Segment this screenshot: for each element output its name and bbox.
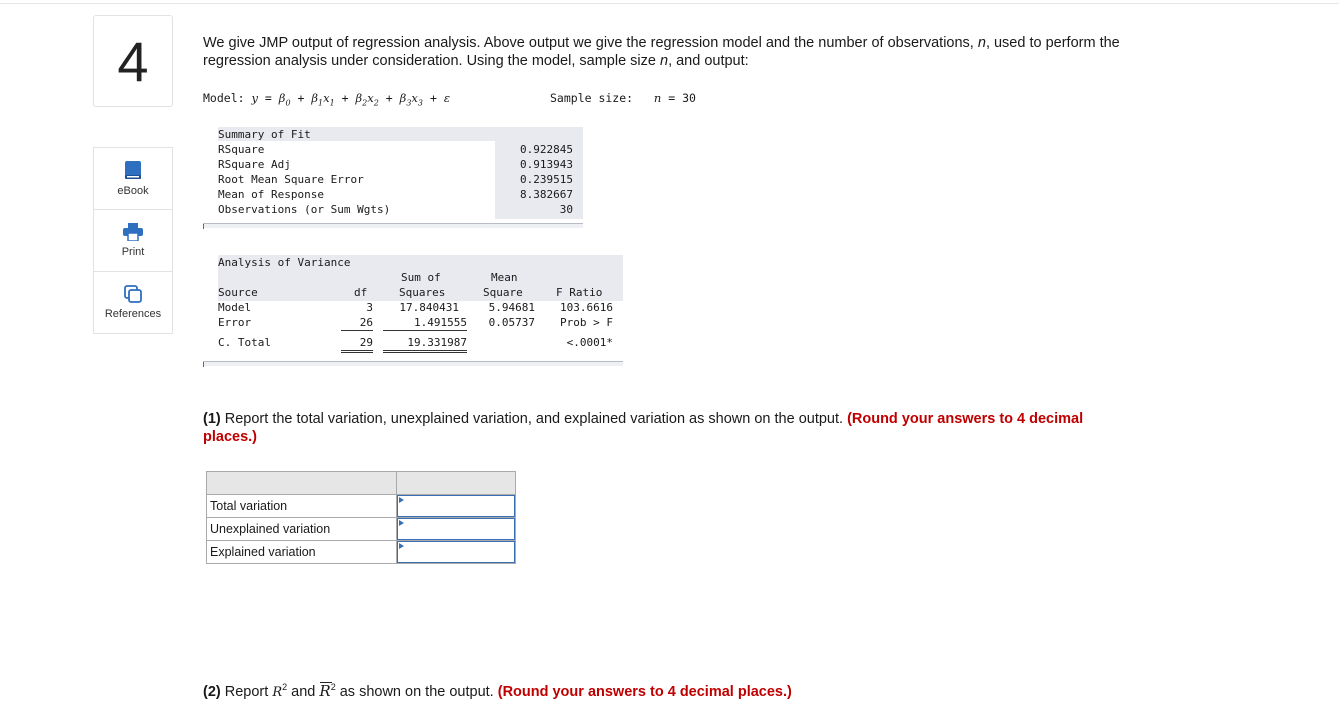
anova-cell-df: 3 <box>366 301 373 314</box>
anova-cell-ss: 1.491555 <box>383 315 467 331</box>
answer-table <box>206 471 516 564</box>
anova-header-ms-top: Mean <box>491 271 518 284</box>
anova-cell-ms: 0.05737 <box>488 316 535 329</box>
answer-label: Explained variation <box>207 541 397 564</box>
question-intro: We give JMP output of regression analysis. Above output we give the regression model and the number of observations, n, used to perform the regression analysis under consideration. Using the model, sample size n, and output: <box>203 35 1120 69</box>
summary-row: RSquare 0.922845 <box>218 143 573 156</box>
total-variation-input[interactable] <box>397 495 515 517</box>
answer-label: Unexplained variation <box>207 518 397 541</box>
summary-row: RSquare Adj 0.913943 <box>218 158 573 171</box>
anova-header-ss: Squares <box>399 286 446 299</box>
sidebar-item-references[interactable] <box>94 272 172 333</box>
explained-variation-input[interactable] <box>397 541 515 563</box>
references-icon <box>124 285 142 303</box>
sidebar-item-print[interactable] <box>94 210 172 272</box>
anova-header-ms: Square <box>483 286 523 299</box>
anova-cell-df: 26 <box>341 315 373 331</box>
table-row <box>207 518 516 541</box>
summary-title: Summary of Fit <box>218 128 311 141</box>
anova-cell-ms: 5.94681 <box>488 301 535 314</box>
summary-footer-bar <box>203 223 583 228</box>
answer-label: Total variation <box>207 495 397 518</box>
question-part-1: (1) Report the total variation, unexplained variation, and explained variation as shown on the output. (Round your answers to 4 decimal places.) <box>203 411 1084 445</box>
sidebar <box>93 147 173 334</box>
anova-header-f: F Ratio <box>556 286 603 299</box>
anova-cell-source: Error <box>218 316 252 329</box>
sidebar-item-label: eBook <box>117 185 149 197</box>
sample-size: Sample size: n = 30 <box>550 91 696 105</box>
sidebar-item-ebook[interactable] <box>94 148 172 210</box>
anova-cell-f: 103.6616 <box>560 301 613 314</box>
sidebar-item-label: Print <box>121 246 145 258</box>
anova-cell-source: C. Total <box>218 336 271 349</box>
question-number: 4 <box>93 15 173 107</box>
anova-table <box>203 255 623 367</box>
book-icon <box>124 160 142 180</box>
anova-cell-source: Model <box>218 301 252 314</box>
unexplained-variation-input[interactable] <box>397 518 515 540</box>
table-row <box>207 541 516 564</box>
anova-header-source: Source <box>218 286 258 299</box>
sidebar-item-label: References <box>104 308 162 320</box>
summary-row: Mean of Response 8.382667 <box>218 188 573 201</box>
anova-cell-ss: 19.331987 <box>383 335 467 353</box>
answer-table-header <box>207 472 516 495</box>
summary-row: Root Mean Square Error 0.239515 <box>218 173 573 186</box>
question-part-2: (2) Report $R^2$ and $R^2$ as shown on the output. (Round your answers to 4 decimal places.) <box>203 681 792 700</box>
anova-cell-df: 29 <box>341 335 373 353</box>
anova-cell-pvalue: <.0001* <box>566 336 613 349</box>
anova-header-df: df <box>354 286 368 299</box>
anova-cell-f: Prob > F <box>560 316 613 329</box>
summary-row: Observations (or Sum Wgts) 30 <box>218 203 573 216</box>
anova-footer-bar <box>203 361 623 366</box>
anova-cell-ss: 17.840431 <box>399 301 459 314</box>
anova-title: Analysis of Variance <box>218 256 351 269</box>
table-row <box>207 495 516 518</box>
printer-icon <box>123 223 143 241</box>
r-bar-symbol: R <box>319 681 331 700</box>
summary-of-fit-table <box>203 127 583 229</box>
anova-header-ss-top: Sum of <box>401 271 441 284</box>
model-equation: Model: $y = \beta_0 + \beta_1x_1 + \beta_2x_2 + \beta_3x_3 + \varepsilon$ <box>203 91 450 108</box>
top-divider <box>0 3 1339 4</box>
